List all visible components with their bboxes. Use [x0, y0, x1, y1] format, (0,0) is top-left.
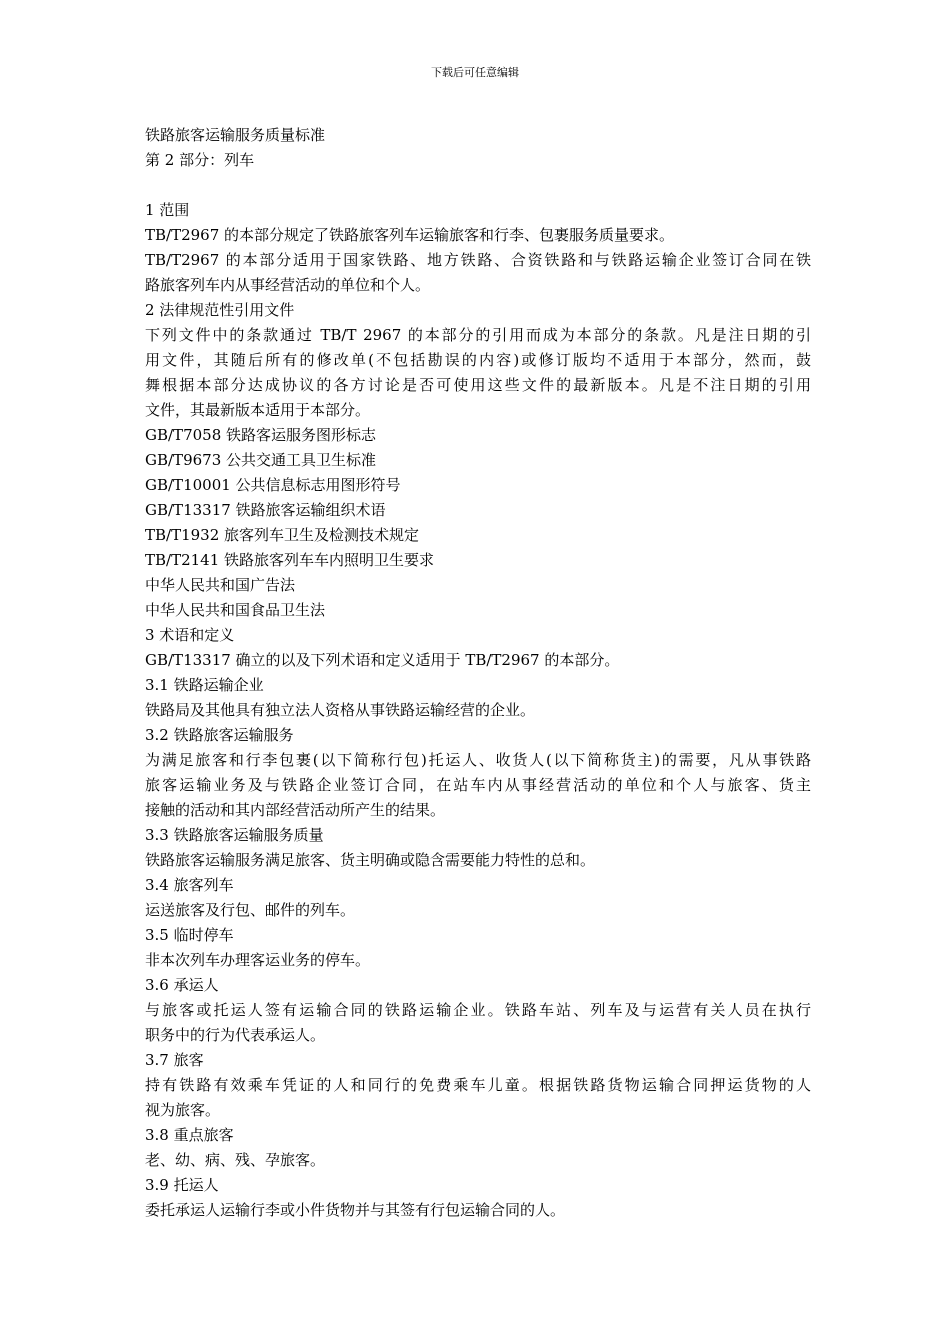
document-line: 用文件，其随后所有的修改单(不包括勘误的内容)或修订版均不适用于本部分，然而，鼓 [145, 351, 811, 369]
document-line: GB/T13317 铁路旅客运输组织术语 [145, 501, 386, 519]
document-line: 3.2 铁路旅客运输服务 [145, 726, 294, 744]
document-subtitle: 第 2 部分：列车 [145, 151, 255, 169]
document-line: 文件，其最新版本适用于本部分。 [145, 401, 371, 419]
document-line: 接触的活动和其内部经营活动所产生的结果。 [145, 801, 446, 819]
document-line: TB/T2141 铁路旅客列车车内照明卫生要求 [145, 551, 435, 569]
document-line: 3.5 临时停车 [145, 926, 234, 944]
document-line: TB/T2967 的本部分规定了铁路旅客列车运输旅客和行李、包裹服务质量要求。 [145, 226, 675, 244]
document-line: 职务中的行为代表承运人。 [145, 1026, 326, 1044]
document-line: 下列文件中的条款通过 TB/T 2967 的本部分的引用而成为本部分的条款。凡是注日期的引 [145, 326, 811, 344]
document-line: 视为旅客。 [145, 1101, 221, 1119]
document-body [145, 123, 811, 1223]
document-line: 为满足旅客和行李包裹(以下简称行包)托运人、收货人(以下简称货主)的需要，凡从事铁路 [145, 751, 811, 769]
document-line: 3.7 旅客 [145, 1051, 204, 1069]
document-title: 铁路旅客运输服务质量标准 [145, 126, 326, 144]
document-line: 旅客运输业务及与铁路企业签订合同，在站车内从事经营活动的单位和个人与旅客、货主 [145, 776, 811, 794]
page-header-note: 下载后可任意编辑 [431, 66, 519, 79]
document-line: 3.3 铁路旅客运输服务质量 [145, 826, 324, 844]
document-line: TB/T2967 的本部分适用于国家铁路、地方铁路、合资铁路和与铁路运输企业签订合同在铁 [145, 251, 811, 269]
document-line: 运送旅客及行包、邮件的列车。 [145, 901, 356, 919]
document-line: TB/T1932 旅客列车卫生及检测技术规定 [145, 526, 420, 544]
document-line: 1 范围 [145, 201, 190, 219]
document-line: 3.9 托运人 [145, 1176, 219, 1194]
document-line: 3.8 重点旅客 [145, 1126, 234, 1144]
document-line: 与旅客或托运人签有运输合同的铁路运输企业。铁路车站、列车及与运营有关人员在执行 [145, 1001, 811, 1019]
document-line: 3.6 承运人 [145, 976, 219, 994]
document-line: 路旅客列车内从事经营活动的单位和个人。 [145, 276, 431, 294]
document-line: GB/T13317 确立的以及下列术语和定义适用于 TB/T2967 的本部分。 [145, 651, 620, 669]
document-line: 3.4 旅客列车 [145, 876, 234, 894]
document-line: 中华人民共和国食品卫生法 [145, 601, 326, 619]
document-lines [145, 198, 811, 1223]
document-line: 中华人民共和国广告法 [145, 576, 296, 594]
document-line: GB/T7058 铁路客运服务图形标志 [145, 426, 377, 444]
document-line: 持有铁路有效乘车凭证的人和同行的免费乘车儿童。根据铁路货物运输合同押运货物的人 [145, 1076, 811, 1094]
document-line: 非本次列车办理客运业务的停车。 [145, 951, 371, 969]
document-line: 3.1 铁路运输企业 [145, 676, 264, 694]
document-line: 2 法律规范性引用文件 [145, 301, 295, 319]
document-line: 委托承运人运输行李或小件货物并与其签有行包运输合同的人。 [145, 1201, 566, 1219]
document-line: GB/T9673 公共交通工具卫生标准 [145, 451, 377, 469]
document-line: 老、幼、病、残、孕旅客。 [145, 1151, 326, 1169]
document-line: 铁路局及其他具有独立法人资格从事铁路运输经营的企业。 [145, 701, 536, 719]
blank-line [145, 173, 811, 198]
document-line: 舞根据本部分达成协议的各方讨论是否可使用这些文件的最新版本。凡是不注日期的引用 [145, 376, 811, 394]
document-line: GB/T10001 公共信息标志用图形符号 [145, 476, 401, 494]
document-line: 3 术语和定义 [145, 626, 235, 644]
document-line: 铁路旅客运输服务满足旅客、货主明确或隐含需要能力特性的总和。 [145, 851, 596, 869]
